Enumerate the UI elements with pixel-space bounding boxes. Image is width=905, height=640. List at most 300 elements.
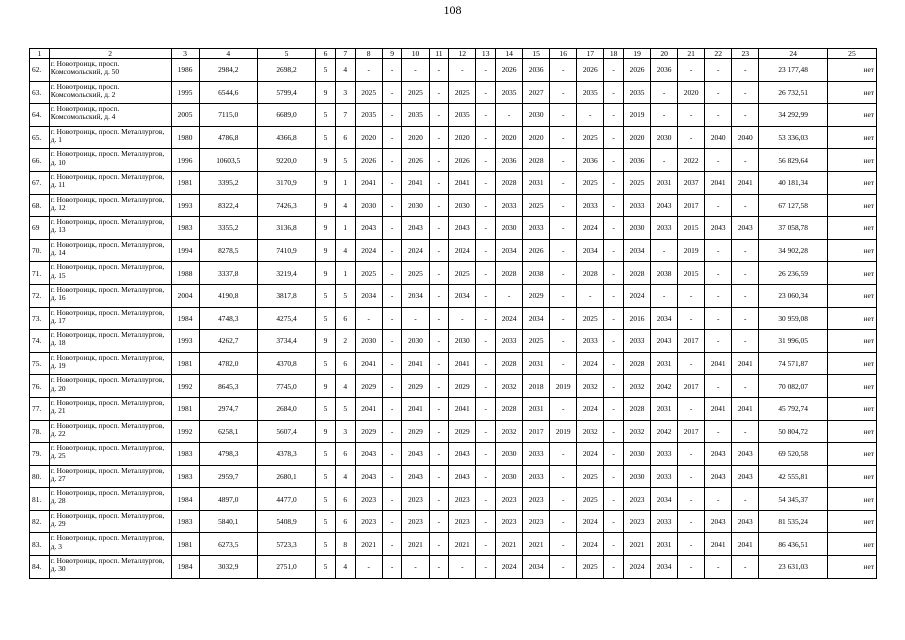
address-cell: г. Новотроицк, просп. Металлургов, д. 16 xyxy=(49,284,171,307)
row-number-cell: 71. xyxy=(30,262,50,285)
table-cell: 9 xyxy=(316,81,336,104)
table-cell: - xyxy=(382,284,402,307)
table-cell: - xyxy=(705,104,732,127)
table-cell: - xyxy=(651,284,678,307)
table-cell: - xyxy=(705,239,732,262)
table-cell: 4 xyxy=(335,375,355,398)
column-number-cell: 16 xyxy=(550,49,577,59)
table-row xyxy=(30,510,877,533)
table-cell: 2033 xyxy=(523,217,550,240)
table-cell: 2698,2 xyxy=(257,59,315,82)
table-cell: 2032 xyxy=(624,420,651,443)
table-cell: 2020 xyxy=(402,126,429,149)
table-cell: 2031 xyxy=(523,352,550,375)
table-cell: 3170,9 xyxy=(257,171,315,194)
table-cell: 1996 xyxy=(171,149,199,172)
table-cell: 5 xyxy=(316,465,336,488)
table-cell: 2033 xyxy=(651,510,678,533)
table-cell: - xyxy=(604,239,624,262)
table-cell: - xyxy=(429,307,449,330)
address-cell: г. Новотроицк, просп. Комсомольский, д. 4 xyxy=(49,104,171,127)
table-cell: 2022 xyxy=(678,149,705,172)
table-cell: - xyxy=(429,330,449,353)
table-cell: - xyxy=(429,262,449,285)
table-cell: 5 xyxy=(316,556,336,579)
table-cell: - xyxy=(429,443,449,466)
table-cell: 2041 xyxy=(355,171,382,194)
table-cell: - xyxy=(550,217,577,240)
table-cell: - xyxy=(732,194,759,217)
table-cell: - xyxy=(429,239,449,262)
table-cell: 2036 xyxy=(496,149,523,172)
table-cell: 2034 xyxy=(402,284,429,307)
row-number-cell: 67. xyxy=(30,171,50,194)
table-cell: 2024 xyxy=(624,556,651,579)
table-cell: 2024 xyxy=(577,510,604,533)
table-cell: 2026 xyxy=(402,149,429,172)
table-cell: 2017 xyxy=(678,375,705,398)
table-cell: 2035 xyxy=(624,81,651,104)
table-cell: 2035 xyxy=(577,81,604,104)
table-cell: 2030 xyxy=(624,217,651,240)
table-cell: - xyxy=(476,352,496,375)
table-cell: 2024 xyxy=(577,533,604,556)
table-cell: 1984 xyxy=(171,307,199,330)
cost-cell: 53 336,03 xyxy=(759,126,828,149)
table-cell: 2033 xyxy=(577,330,604,353)
column-number-cell: 18 xyxy=(604,49,624,59)
table-cell: 2030 xyxy=(355,194,382,217)
table-cell: 5 xyxy=(316,488,336,511)
table-cell: 2030 xyxy=(624,465,651,488)
table-cell: - xyxy=(604,217,624,240)
table-cell: 8 xyxy=(335,533,355,556)
table-cell: 2041 xyxy=(732,171,759,194)
table-cell: - xyxy=(382,488,402,511)
table-row xyxy=(30,488,877,511)
table-cell: 2024 xyxy=(402,239,429,262)
table-row xyxy=(30,465,877,488)
table-cell: - xyxy=(604,488,624,511)
table-cell: 2036 xyxy=(651,59,678,82)
table-cell: 5723,3 xyxy=(257,533,315,556)
table-cell: 1994 xyxy=(171,239,199,262)
table-cell: - xyxy=(732,420,759,443)
table-cell: 2029 xyxy=(402,420,429,443)
table-cell: 2020 xyxy=(496,126,523,149)
column-number-cell: 6 xyxy=(316,49,336,59)
flag-cell: нет xyxy=(827,420,876,443)
table-cell: 9 xyxy=(316,330,336,353)
table-cell: 1981 xyxy=(171,533,199,556)
table-cell: - xyxy=(705,556,732,579)
table-cell: 5 xyxy=(316,352,336,375)
table-cell: - xyxy=(678,397,705,420)
column-number-cell: 2 xyxy=(49,49,171,59)
table-cell: 2043 xyxy=(355,465,382,488)
table-cell: 9 xyxy=(316,171,336,194)
table-cell: - xyxy=(678,465,705,488)
table-cell: 5408,9 xyxy=(257,510,315,533)
table-cell: - xyxy=(429,352,449,375)
flag-cell: нет xyxy=(827,533,876,556)
table-cell: 4782,0 xyxy=(199,352,257,375)
table-row xyxy=(30,239,877,262)
table-cell: 2025 xyxy=(577,171,604,194)
cost-cell: 23 631,03 xyxy=(759,556,828,579)
column-number-cell: 1 xyxy=(30,49,50,59)
table-cell: - xyxy=(604,104,624,127)
cost-cell: 54 345,37 xyxy=(759,488,828,511)
table-cell: 3734,4 xyxy=(257,330,315,353)
cost-cell: 31 996,05 xyxy=(759,330,828,353)
table-cell: 2037 xyxy=(678,171,705,194)
table-cell: 1983 xyxy=(171,217,199,240)
table-cell: 4 xyxy=(335,556,355,579)
table-cell: 6 xyxy=(335,126,355,149)
table-cell: 2033 xyxy=(523,465,550,488)
table-cell: 10603,5 xyxy=(199,149,257,172)
table-cell: - xyxy=(382,104,402,127)
table-cell: 2030 xyxy=(651,126,678,149)
table-cell: 5607,4 xyxy=(257,420,315,443)
table-cell: - xyxy=(429,217,449,240)
flag-cell: нет xyxy=(827,397,876,420)
table-cell: - xyxy=(604,307,624,330)
table-cell: - xyxy=(550,465,577,488)
table-row xyxy=(30,217,877,240)
column-number-cell: 8 xyxy=(355,49,382,59)
table-cell: 5 xyxy=(316,104,336,127)
table-row xyxy=(30,59,877,82)
table-cell: 2021 xyxy=(402,533,429,556)
table-cell: - xyxy=(476,59,496,82)
address-cell: г. Новотроицк, просп. Металлургов, д. 25 xyxy=(49,443,171,466)
table-cell: 2024 xyxy=(577,352,604,375)
table-cell: 2043 xyxy=(732,217,759,240)
table-cell: - xyxy=(382,510,402,533)
table-cell: 6 xyxy=(335,307,355,330)
table-cell: - xyxy=(382,443,402,466)
table-cell: 2030 xyxy=(402,194,429,217)
table-cell: - xyxy=(678,443,705,466)
table-cell: 2025 xyxy=(449,81,476,104)
table-cell: - xyxy=(476,171,496,194)
table-cell: 2025 xyxy=(523,330,550,353)
table-cell: 2026 xyxy=(355,149,382,172)
table-row xyxy=(30,149,877,172)
table-cell: 2030 xyxy=(496,443,523,466)
table-row xyxy=(30,104,877,127)
table-cell: - xyxy=(705,420,732,443)
table-cell: 2025 xyxy=(577,465,604,488)
flag-cell: нет xyxy=(827,126,876,149)
table-cell: - xyxy=(732,284,759,307)
table-cell: 2043 xyxy=(705,217,732,240)
table-cell: - xyxy=(550,81,577,104)
flag-cell: нет xyxy=(827,465,876,488)
table-cell: 1992 xyxy=(171,375,199,398)
table-cell: - xyxy=(604,126,624,149)
table-row xyxy=(30,81,877,104)
flag-cell: нет xyxy=(827,194,876,217)
table-cell: 2024 xyxy=(577,217,604,240)
table-cell: 2025 xyxy=(355,262,382,285)
table-cell: 2041 xyxy=(449,352,476,375)
table-cell: - xyxy=(651,149,678,172)
table-cell: 2032 xyxy=(496,375,523,398)
table-cell: 2030 xyxy=(496,465,523,488)
table-cell: - xyxy=(429,510,449,533)
table-cell: 2028 xyxy=(496,171,523,194)
table-cell: - xyxy=(550,443,577,466)
column-number-cell: 17 xyxy=(577,49,604,59)
table-cell: 6 xyxy=(335,488,355,511)
table-cell: - xyxy=(355,307,382,330)
table-cell: - xyxy=(604,284,624,307)
table-cell: 1984 xyxy=(171,488,199,511)
table-cell: - xyxy=(429,397,449,420)
housing-repair-table xyxy=(29,48,877,579)
table-cell: 2043 xyxy=(449,443,476,466)
table-cell: 2029 xyxy=(523,284,550,307)
table-cell: 2043 xyxy=(355,217,382,240)
flag-cell: нет xyxy=(827,239,876,262)
table-cell: - xyxy=(604,194,624,217)
table-cell: 2036 xyxy=(624,149,651,172)
row-number-cell: 75. xyxy=(30,352,50,375)
table-cell: - xyxy=(604,59,624,82)
table-cell: 4275,4 xyxy=(257,307,315,330)
table-cell: - xyxy=(382,81,402,104)
table-cell: 2033 xyxy=(496,330,523,353)
table-cell: 2043 xyxy=(449,217,476,240)
table-cell: 2031 xyxy=(651,352,678,375)
table-cell: 1981 xyxy=(171,171,199,194)
table-cell: - xyxy=(476,307,496,330)
cost-cell: 37 058,78 xyxy=(759,217,828,240)
cost-cell: 67 127,58 xyxy=(759,194,828,217)
table-cell: - xyxy=(476,420,496,443)
cost-cell: 50 804,72 xyxy=(759,420,828,443)
row-number-cell: 68. xyxy=(30,194,50,217)
table-cell: 2043 xyxy=(705,465,732,488)
row-number-cell: 69 xyxy=(30,217,50,240)
table-cell: 2018 xyxy=(523,375,550,398)
table-cell: - xyxy=(550,262,577,285)
cost-cell: 56 829,64 xyxy=(759,149,828,172)
table-cell: 1 xyxy=(335,262,355,285)
table-cell: - xyxy=(732,239,759,262)
address-cell: г. Новотроицк, просп. Металлургов, д. 1 xyxy=(49,126,171,149)
table-cell: 2015 xyxy=(678,217,705,240)
column-number-cell: 12 xyxy=(449,49,476,59)
table-cell: - xyxy=(550,307,577,330)
address-cell: г. Новотроицк, просп. Комсомольский, д. 2 xyxy=(49,81,171,104)
table-cell: 3817,8 xyxy=(257,284,315,307)
address-cell: г. Новотроицк, просп. Металлургов, д. 19 xyxy=(49,352,171,375)
table-cell: 9 xyxy=(316,239,336,262)
row-number-cell: 63. xyxy=(30,81,50,104)
table-cell: - xyxy=(732,556,759,579)
table-cell: 1984 xyxy=(171,556,199,579)
table-cell: 2025 xyxy=(577,488,604,511)
table-cell: - xyxy=(732,104,759,127)
row-number-cell: 80. xyxy=(30,465,50,488)
table-cell: 8322,4 xyxy=(199,194,257,217)
row-number-cell: 82. xyxy=(30,510,50,533)
column-number-cell: 19 xyxy=(624,49,651,59)
column-number-cell: 3 xyxy=(171,49,199,59)
table-cell: 2029 xyxy=(449,420,476,443)
table-cell: 2031 xyxy=(651,533,678,556)
table-cell: 2041 xyxy=(402,352,429,375)
table-cell: 6 xyxy=(335,510,355,533)
table-cell: - xyxy=(550,239,577,262)
address-cell: г. Новотроицк, просп. Металлургов, д. 11 xyxy=(49,171,171,194)
table-row xyxy=(30,194,877,217)
table-cell: 1983 xyxy=(171,443,199,466)
table-cell: 2034 xyxy=(523,307,550,330)
table-cell: - xyxy=(429,420,449,443)
table-cell: 2041 xyxy=(732,352,759,375)
table-cell: 2023 xyxy=(449,510,476,533)
table-cell: - xyxy=(604,330,624,353)
table-cell: - xyxy=(604,149,624,172)
table-cell: - xyxy=(382,420,402,443)
table-row xyxy=(30,443,877,466)
table-cell: 2043 xyxy=(402,443,429,466)
table-cell: 2041 xyxy=(355,352,382,375)
table-cell: 2036 xyxy=(523,59,550,82)
address-cell: г. Новотроицк, просп. Металлургов, д. 28 xyxy=(49,488,171,511)
table-cell: - xyxy=(705,375,732,398)
column-number-cell: 9 xyxy=(382,49,402,59)
table-cell: 2028 xyxy=(496,352,523,375)
table-cell: 4 xyxy=(335,194,355,217)
table-cell: 1992 xyxy=(171,420,199,443)
table-cell: 2021 xyxy=(496,533,523,556)
flag-cell: нет xyxy=(827,217,876,240)
table-cell: 2023 xyxy=(496,510,523,533)
flag-cell: нет xyxy=(827,510,876,533)
table-cell: - xyxy=(476,149,496,172)
table-cell: 2025 xyxy=(402,81,429,104)
table-cell: 4378,3 xyxy=(257,443,315,466)
table-cell: 2017 xyxy=(678,330,705,353)
table-cell: 2019 xyxy=(678,239,705,262)
table-cell: - xyxy=(550,533,577,556)
table-cell: 2038 xyxy=(651,262,678,285)
table-cell: 2029 xyxy=(355,375,382,398)
table-cell: 7745,0 xyxy=(257,375,315,398)
address-cell: г. Новотроицк, просп. Металлургов, д. 27 xyxy=(49,465,171,488)
table-cell: 2033 xyxy=(624,194,651,217)
table-cell: 2033 xyxy=(496,194,523,217)
address-cell: г. Новотроицк, просп. Металлургов, д. 18 xyxy=(49,330,171,353)
table-cell: 5 xyxy=(316,397,336,420)
table-cell: - xyxy=(402,307,429,330)
table-cell: 2026 xyxy=(523,239,550,262)
table-cell: 2028 xyxy=(624,262,651,285)
flag-cell: нет xyxy=(827,443,876,466)
flag-cell: нет xyxy=(827,352,876,375)
table-cell: - xyxy=(651,81,678,104)
table-cell: - xyxy=(604,352,624,375)
table-cell: 1986 xyxy=(171,59,199,82)
table-cell: - xyxy=(705,307,732,330)
table-cell: - xyxy=(429,126,449,149)
table-cell: - xyxy=(604,556,624,579)
table-cell: 1 xyxy=(335,217,355,240)
table-cell: 2984,2 xyxy=(199,59,257,82)
table-cell: - xyxy=(476,533,496,556)
table-cell: 2025 xyxy=(577,307,604,330)
table-cell: 2040 xyxy=(705,126,732,149)
table-cell: 3355,2 xyxy=(199,217,257,240)
table-cell: - xyxy=(355,556,382,579)
page-number: 108 xyxy=(443,3,462,17)
table-cell: - xyxy=(449,556,476,579)
table-cell: - xyxy=(382,262,402,285)
table-cell: 2041 xyxy=(449,397,476,420)
table-cell: - xyxy=(550,59,577,82)
table-cell: 2024 xyxy=(496,307,523,330)
table-cell: - xyxy=(577,104,604,127)
table-cell: 2041 xyxy=(402,171,429,194)
table-cell: - xyxy=(476,217,496,240)
table-cell: 2034 xyxy=(651,307,678,330)
table-cell: 5840,1 xyxy=(199,510,257,533)
table-cell: 2017 xyxy=(678,194,705,217)
table-cell: 2033 xyxy=(651,217,678,240)
table-cell: 2043 xyxy=(705,443,732,466)
cost-cell: 30 959,08 xyxy=(759,307,828,330)
address-cell: г. Новотроицк, просп. Металлургов, д. 17 xyxy=(49,307,171,330)
table-cell: - xyxy=(429,171,449,194)
table-cell: 9 xyxy=(316,375,336,398)
table-cell: - xyxy=(476,488,496,511)
table-row xyxy=(30,284,877,307)
table-cell: 2025 xyxy=(402,262,429,285)
row-number-cell: 83. xyxy=(30,533,50,556)
table-cell: 2028 xyxy=(577,262,604,285)
table-cell: 2035 xyxy=(402,104,429,127)
table-cell: - xyxy=(604,465,624,488)
table-cell: 7 xyxy=(335,104,355,127)
table-cell: - xyxy=(550,397,577,420)
table-cell: - xyxy=(382,59,402,82)
table-cell: 2680,1 xyxy=(257,465,315,488)
flag-cell: нет xyxy=(827,556,876,579)
column-number-cell: 13 xyxy=(476,49,496,59)
table-cell: 1988 xyxy=(171,262,199,285)
table-cell: 4798,3 xyxy=(199,443,257,466)
table-cell: 2032 xyxy=(577,420,604,443)
cost-cell: 42 555,81 xyxy=(759,465,828,488)
table-cell: 8278,5 xyxy=(199,239,257,262)
flag-cell: нет xyxy=(827,307,876,330)
table-cell: 4 xyxy=(335,239,355,262)
table-cell: 2041 xyxy=(732,533,759,556)
table-cell: 2025 xyxy=(624,171,651,194)
row-number-cell: 84. xyxy=(30,556,50,579)
address-cell: г. Новотроицк, просп. Металлургов, д. 22 xyxy=(49,420,171,443)
table-cell: - xyxy=(476,330,496,353)
table-cell: 2030 xyxy=(355,330,382,353)
table-cell: - xyxy=(382,307,402,330)
table-cell: 4366,8 xyxy=(257,126,315,149)
